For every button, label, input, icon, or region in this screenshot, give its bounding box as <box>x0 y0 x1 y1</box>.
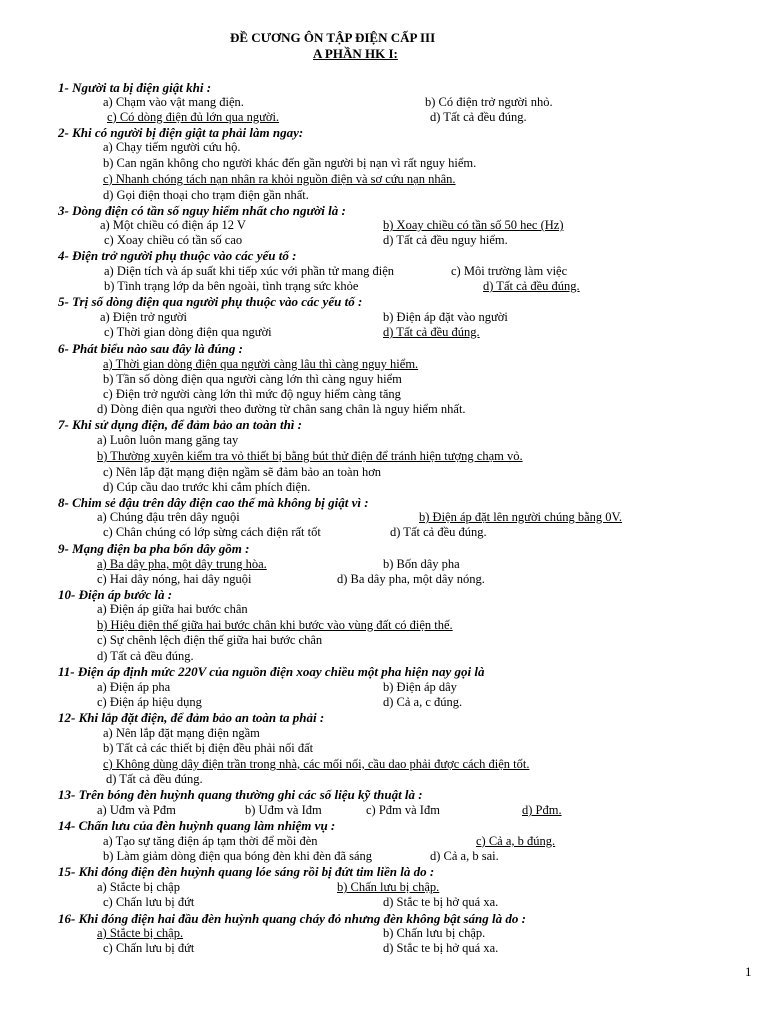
question-2: 2- Khi có người bị điện giật ta phải làm ngay: <box>58 125 304 140</box>
q16-option-b: b) Chấn lưu bị chập. <box>383 926 486 940</box>
q8-option-a: a) Chúng đậu trên dây nguội <box>97 510 240 524</box>
question-1: 1- Người ta bị điện giật khi : <box>58 80 212 95</box>
question-16: 16- Khi đóng điện hai đầu đèn huỳnh quang cháy đỏ nhưng đèn không bật sáng là do : <box>58 911 526 926</box>
q2-option-b: b) Can ngăn không cho người khác đến gần người bị nạn vì rất nguy hiểm. <box>103 156 477 170</box>
q5-option-a: a) Điện trở người <box>100 310 187 324</box>
q13-option-c: c) Pđm và Iđm <box>366 803 440 817</box>
q13-option-a: a) Uđm và Pđm <box>97 803 176 817</box>
question-13: 13- Trên bóng đèn huỳnh quang thường ghi các số liệu kỹ thuật là : <box>58 787 423 802</box>
q6-option-b: b) Tần số dòng điện qua người càng lớn thì càng nguy hiểm <box>103 372 402 386</box>
q6-option-a: a) Thời gian dòng điện qua người càng lâu thì càng nguy hiểm. <box>103 357 419 371</box>
q14-option-d: d) Cả a, b sai. <box>430 849 499 863</box>
page-number: 1 <box>745 964 752 979</box>
q16-option-c: c) Chấn lưu bị đứt <box>103 941 195 955</box>
q11-option-c: c) Điện áp hiệu dụng <box>97 695 202 709</box>
section-heading: A PHẦN HK I: <box>313 46 398 61</box>
q11-option-b: b) Điện áp dây <box>383 680 457 694</box>
q5-option-c: c) Thời gian dòng điện qua người <box>104 325 272 339</box>
question-7: 7- Khi sử dụng điện, để đảm bảo an toàn thì : <box>58 417 302 432</box>
q16-option-d: d) Stắc te bị hở quá xa. <box>383 941 499 955</box>
q10-option-c: c) Sự chênh lệch điện thế giữa hai bước chân <box>97 633 323 647</box>
q1-option-d: d) Tất cả đều đúng. <box>430 110 527 124</box>
q7-option-b: b) Thường xuyên kiểm tra vỏ thiết bị bằng bút thử điện để tránh hiện tượng chạm vỏ. <box>97 449 523 463</box>
q12-option-a: a) Nên lắp đặt mạng điện ngầm <box>103 726 260 740</box>
q3-option-a: a) Một chiều có điện áp 12 V <box>100 218 246 232</box>
q2-option-d: d) Gọi điện thoại cho trạm điện gần nhất. <box>103 188 309 202</box>
q10-option-d: d) Tất cả đều đúng. <box>97 649 194 663</box>
q2-option-a: a) Chạy tiếm người cứu hộ. <box>103 140 241 154</box>
q4-option-a: a) Diện tích và áp suất khi tiếp xúc với phần tử mang điện <box>104 264 395 278</box>
q5-option-d: d) Tất cả đều đúng. <box>383 325 480 339</box>
q1-option-b: b) Có điện trở người nhỏ. <box>425 95 553 109</box>
q8-option-b: b) Điện áp đặt lên người chúng bằng 0V. <box>419 510 623 524</box>
q13-option-b: b) Uđm và Iđm <box>245 803 322 817</box>
question-5: 5- Trị số dòng điện qua người phụ thuộc vào các yếu tố : <box>58 294 363 309</box>
q6-option-c: c) Điện trở người càng lớn thì mức độ nguy hiểm càng tăng <box>103 387 401 401</box>
q15-option-c: c) Chấn lưu bị đứt <box>103 895 195 909</box>
document-title: ĐỀ CƯƠNG ÔN TẬP ĐIỆN CẤP III <box>230 30 436 45</box>
q3-option-d: d) Tất cả đều nguy hiểm. <box>383 233 508 247</box>
q11-option-a: a) Điện áp pha <box>97 680 171 694</box>
q14-option-b: b) Làm giảm dòng điện qua bóng đèn khi đèn đã sáng <box>103 849 373 863</box>
question-10: 10- Điện áp bước là : <box>58 587 173 602</box>
question-6: 6- Phát biểu nào sau đây là đúng : <box>58 341 243 356</box>
q6-option-d: d) Dòng điện qua người theo đường từ chân sang chân là nguy hiểm nhất. <box>97 402 466 416</box>
q12-option-b: b) Tất cả các thiết bị điện đều phải nối đất <box>103 741 314 755</box>
q1-option-c: c) Có dòng điện đủ lớn qua người. <box>107 110 280 124</box>
question-4: 4- Điện trở người phụ thuộc vào các yếu tố : <box>58 248 297 263</box>
question-15: 15- Khi đóng điện đèn huỳnh quang lóe sáng rồi bị đứt tim liền là do : <box>58 864 435 879</box>
question-8: 8- Chim sẻ đậu trên dây điện cao thế mà không bị giật vì : <box>58 495 369 510</box>
q8-option-c: c) Chân chúng có lớp sừng cách điện rất tốt <box>103 525 321 539</box>
q2-option-c: c) Nhanh chóng tách nạn nhân ra khỏi nguồn điện và sơ cứu nạn nhân. <box>103 172 456 186</box>
question-3: 3- Dòng điện có tần số nguy hiểm nhất cho người là : <box>58 203 346 218</box>
q16-option-a: a) Stắcte bị chập. <box>97 926 184 940</box>
question-14: 14- Chấn lưu của đèn huỳnh quang làm nhiệm vụ : <box>58 818 336 833</box>
q8-option-d: d) Tất cả đều đúng. <box>390 525 487 539</box>
q15-option-b: b) Chấn lưu bị chập. <box>337 880 440 894</box>
q12-option-d: d) Tất cả đều đúng. <box>106 772 203 786</box>
question-11: 11- Điện áp định mức 220V của nguồn điện xoay chiều một pha hiện nay gọi là <box>58 664 485 679</box>
q15-option-a: a) Stắcte bị chập <box>97 880 180 894</box>
q7-option-c: c) Nên lắp đặt mạng điện ngầm sẽ đảm bảo an toàn hơn <box>103 465 382 479</box>
q14-option-c: c) Cả a, b đúng. <box>476 834 556 848</box>
q1-option-a: a) Chạm vào vật mang điện. <box>103 95 244 109</box>
question-9: 9- Mạng điện ba pha bốn dây gồm : <box>58 541 250 556</box>
q7-option-a: a) Luôn luôn mang găng tay <box>97 433 239 447</box>
q13-option-d: d) Pđm. <box>522 803 562 817</box>
q3-option-c: c) Xoay chiều có tần số cao <box>104 233 243 247</box>
q11-option-d: d) Cả a, c đúng. <box>383 695 463 709</box>
q15-option-d: d) Stắc te bị hở quá xa. <box>383 895 499 909</box>
q12-option-c: c) Không dùng dây điện trần trong nhà, các mối nối, cầu dao phải được cách điện tốt. <box>103 757 530 771</box>
q5-option-b: b) Điện áp đặt vào người <box>383 310 508 324</box>
q4-option-c: c) Môi trường làm việc <box>451 264 568 278</box>
q7-option-d: d) Cúp cầu dao trước khi cắm phích điện. <box>103 480 311 494</box>
q10-option-b: b) Hiệu điện thế giữa hai bước chân khi bước vào vùng đất có điện thế. <box>97 618 453 632</box>
q10-option-a: a) Điện áp giữa hai bước chân <box>97 602 248 616</box>
q14-option-a: a) Tạo sự tăng điện áp tạm thời để mồi đèn <box>103 834 318 848</box>
q9-option-b: b) Bốn dây pha <box>383 557 460 571</box>
q3-option-b: b) Xoay chiều có tần số 50 hec (Hz) <box>383 218 564 232</box>
q9-option-c: c) Hai dây nóng, hai dây nguội <box>97 572 252 586</box>
q4-option-b: b) Tình trạng lớp da bên ngoài, tình trạng sức khỏe <box>104 279 359 293</box>
q4-option-d: d) Tất cả đều đúng. <box>483 279 580 293</box>
q9-option-d: d) Ba dây pha, một dây nóng. <box>337 572 485 586</box>
q9-option-a: a) Ba dây pha, một dây trung hòa. <box>97 557 267 571</box>
question-12: 12- Khi lắp đặt điện, để đảm bảo an toàn ta phải : <box>58 710 325 725</box>
